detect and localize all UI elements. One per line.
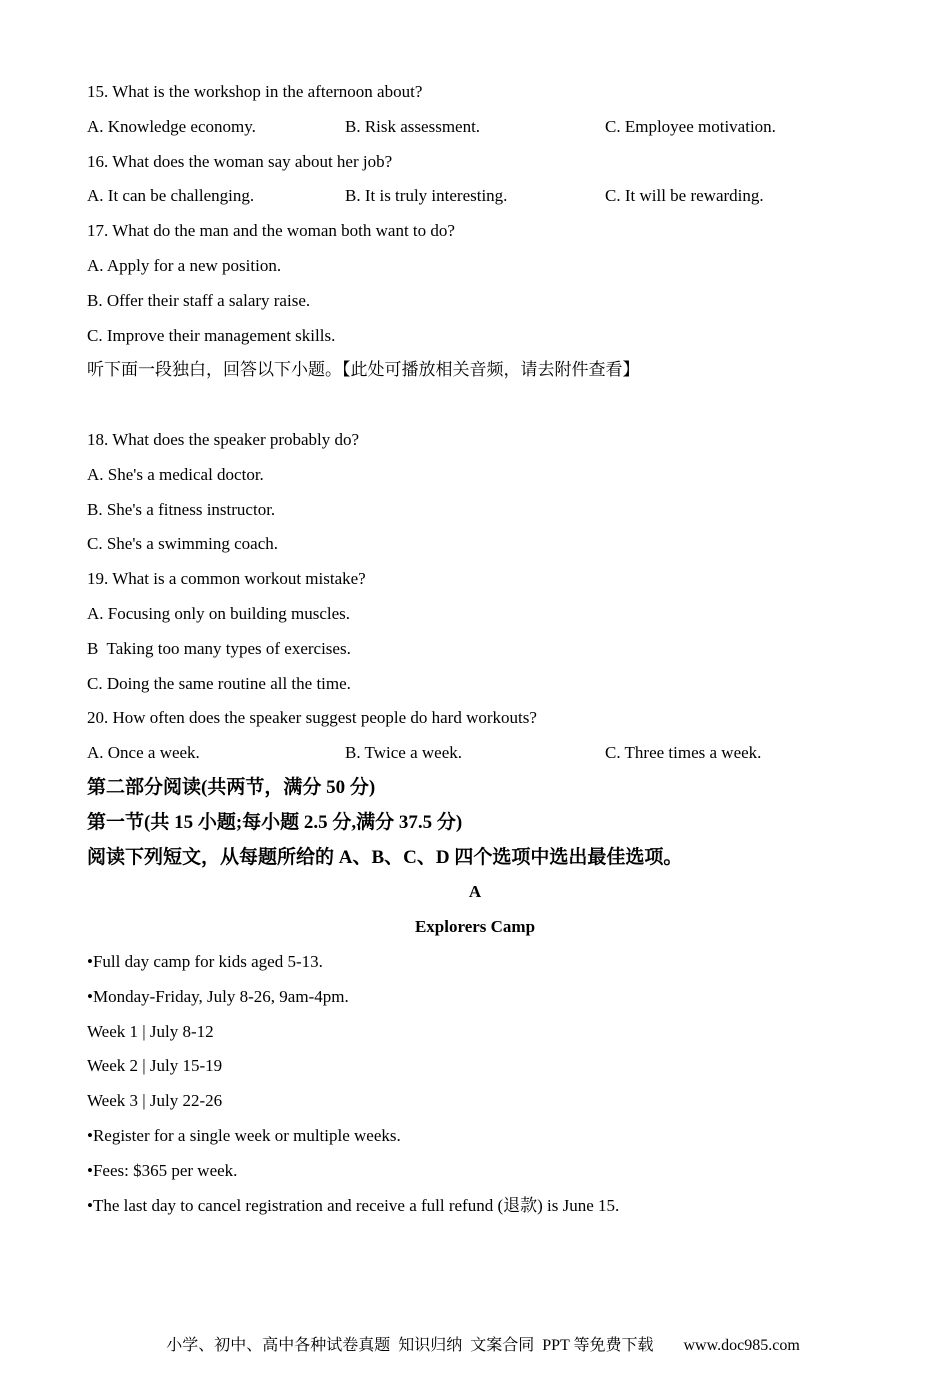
option-16-b: B. It is truly interesting. (345, 186, 508, 206)
question-20-options (87, 736, 863, 771)
question-17: 17. What do the man and the woman both want to do? (87, 221, 455, 241)
blank-line (87, 388, 863, 423)
passage-title: Explorers Camp (414, 917, 536, 937)
option-16-c: C. It will be rewarding. (605, 186, 764, 206)
footer (0, 1316, 950, 1376)
question-16: 16. What does the woman say about her job? (87, 151, 393, 171)
option-17-a: A. Apply for a new position. (87, 255, 282, 275)
section1-header: 第一节(共 15 小题;每小题 2.5 分,满分 37.5 分) (87, 811, 463, 833)
option-15-b: B. Risk assessment. (345, 116, 481, 136)
camp-bullet-schedule: •Monday-Friday, July 8-26, 9am-4pm. (87, 986, 349, 1006)
option-20-c: C. Three times a week. (605, 743, 762, 763)
question-20: 20. How often does the speaker suggest people do hard workouts? (87, 708, 537, 728)
option-17-b: B. Offer their staff a salary raise. (87, 290, 311, 310)
option-17-c: C. Improve their management skills. (87, 325, 336, 345)
camp-bullet-full-day: •Full day camp for kids aged 5-13. (87, 951, 323, 971)
question-19: 19. What is a common workout mistake? (87, 569, 366, 589)
option-15-c: C. Employee motivation. (605, 116, 776, 136)
camp-bullet-refund: •The last day to cancel registration and receive a full refund (退款) is June 15. (87, 1195, 620, 1215)
part2-header: 第二部分阅读(共两节，满分 50 分) (87, 776, 376, 798)
camp-week-1: Week 1 | July 8-12 (87, 1021, 214, 1041)
question-15-options (87, 110, 863, 145)
option-18-a: A. She's a medical doctor. (87, 464, 264, 484)
question-15: 15. What is the workshop in the afternoon about? (87, 82, 423, 101)
option-15-a: A. Knowledge economy. (87, 116, 256, 136)
option-19-a: A. Focusing only on building muscles. (87, 603, 351, 623)
camp-bullet-fees: •Fees: $365 per week. (87, 1160, 238, 1180)
camp-week-2: Week 2 | July 15-19 (87, 1056, 223, 1076)
option-18-c: C. She's a swimming coach. (87, 534, 278, 554)
exam-content (87, 75, 863, 1223)
option-16-a: A. It can be challenging. (87, 186, 255, 206)
passage-label: A (468, 882, 482, 902)
monologue-instruction: 听下面一段独白，回答以下小题。【此处可播放相关音频，请去附件查看】 (87, 360, 640, 380)
question-18: 18. What does the speaker probably do? (87, 429, 360, 449)
option-19-c: C. Doing the same routine all the time. (87, 673, 351, 693)
footer-text: 小学、初中、高中各种试卷真题 知识归纳 文案合同 PPT 等免费下载 (166, 1337, 654, 1354)
option-20-a: A. Once a week. (87, 743, 200, 763)
option-19-b: B Taking too many types of exercises. (87, 638, 351, 658)
camp-week-3: Week 3 | July 22-26 (87, 1091, 223, 1111)
camp-bullet-register: •Register for a single week or multiple weeks. (87, 1125, 401, 1145)
question-16-options (87, 179, 863, 214)
option-18-b: B. She's a fitness instructor. (87, 499, 276, 519)
footer-url: www.doc985.com (683, 1337, 800, 1354)
option-20-b: B. Twice a week. (345, 743, 462, 763)
reading-instruction: 阅读下列短文，从每题所给的 A、B、C、D 四个选项中选出最佳选项。 (87, 846, 683, 868)
